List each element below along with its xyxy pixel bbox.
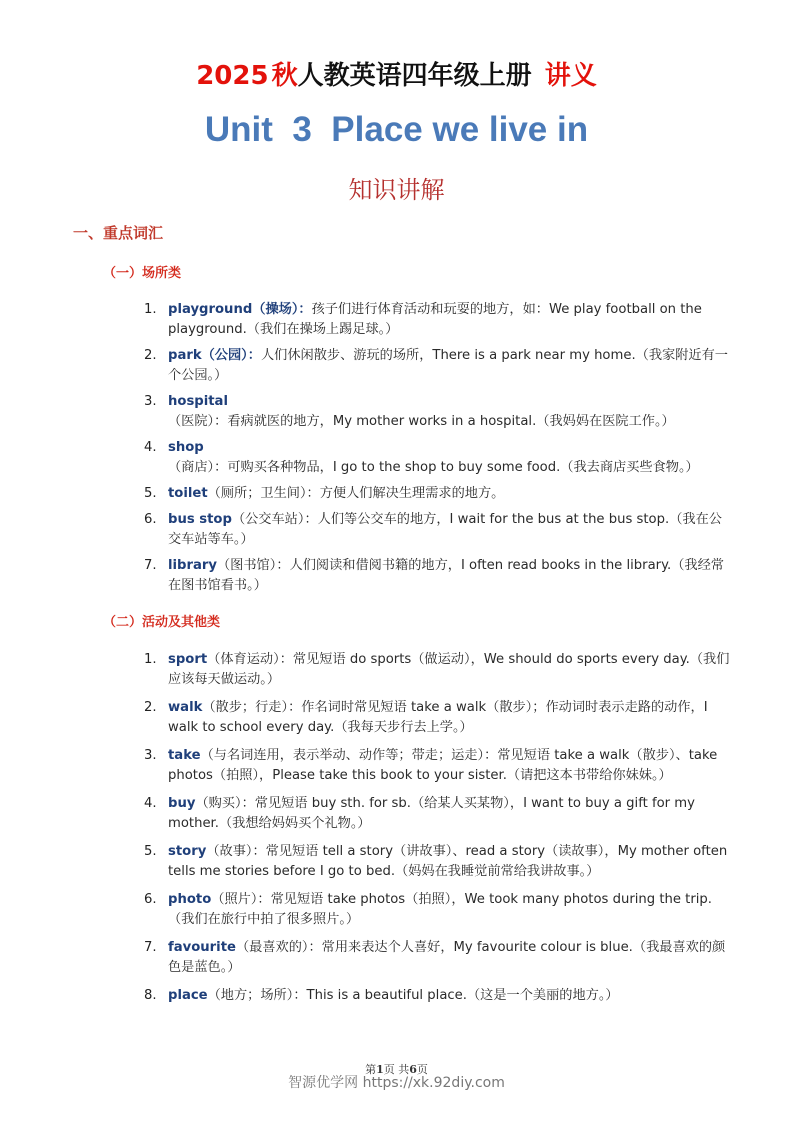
- list-item: [140, 510, 730, 550]
- list-item: [140, 842, 730, 882]
- item-number: 4.: [144, 796, 157, 811]
- item-number: 1.: [144, 302, 157, 317]
- vocab-definition: （购买）：常见短语 buy sth. for sb.（给某人买某物），I want to buy a gift for my mother.（我想给妈妈买个礼物。）: [168, 796, 695, 831]
- vocab-definition: （医院）：看病就医的地方，My mother works in a hospital.（我妈妈在医院工作。）: [168, 414, 675, 429]
- vocab-term: toilet: [168, 486, 208, 501]
- vocab-definition: （厕所；卫生间）：方便人们解决生理需求的地方。: [207, 486, 505, 501]
- vocab-definition: （地方；场所）：This is a beautiful place.（这是一个美丽的地方。）: [207, 988, 619, 1003]
- places-vocab-list: [140, 300, 730, 596]
- group-heading-places: （一）场所类: [103, 266, 182, 281]
- item-number: 2.: [144, 700, 157, 715]
- vocab-definition: （公交车站）：人们等公交车的地方，I wait for the bus at the bus stop.（我在公交车站等车。）: [168, 512, 722, 547]
- page-mid: 页 共: [383, 1063, 410, 1076]
- item-number: 6.: [144, 892, 157, 907]
- item-number: 1.: [144, 652, 157, 667]
- list-item: [140, 556, 730, 596]
- vocab-definition: （故事）：常见短语 tell a story（讲故事）、read a story（读故事），My mother often tells me stories before I go to bed.（妈妈在我睡觉前常给我讲故事。）: [168, 844, 728, 879]
- item-number: 3.: [144, 748, 157, 763]
- vocab-definition: 人们休闲散步、游玩的场所，There is a park near my home.（我家附近有一个公园。）: [168, 348, 728, 383]
- title-kind: 讲义: [544, 61, 597, 91]
- title-year: 2025: [196, 61, 269, 91]
- item-number: 8.: [144, 988, 157, 1003]
- vocab-definition: （图书馆）：人们阅读和借阅书籍的地方，I often read books in the library.（我经常在图书馆看书。）: [168, 558, 724, 593]
- vocab-term: library: [168, 558, 217, 573]
- list-item: [140, 746, 730, 786]
- vocab-definition: （商店）：可购买各种物品，I go to the shop to buy some food.（我去商店买些食物。）: [168, 460, 699, 475]
- list-item: [140, 438, 730, 478]
- unit-title: Unit 3 Place we live in: [204, 110, 589, 149]
- list-item: [140, 650, 730, 690]
- activities-vocab-list: [140, 650, 730, 1006]
- vocab-term: sport: [168, 652, 208, 667]
- item-number: 2.: [144, 348, 157, 363]
- item-number: 7.: [144, 558, 157, 573]
- list-item: [140, 300, 730, 340]
- vocab-term: take: [168, 748, 201, 763]
- item-number: 5.: [144, 486, 157, 501]
- vocab-term: story: [168, 844, 207, 859]
- list-item: [140, 938, 730, 978]
- vocab-term: bus stop: [168, 512, 232, 527]
- group-heading-activities: （二）活动及其他类: [103, 615, 221, 630]
- page-prefix: 第: [365, 1063, 377, 1076]
- item-number: 3.: [144, 394, 157, 409]
- list-item: [140, 890, 730, 930]
- vocab-definition: （体育运动）：常见短语 do sports（做运动），We should do sports every day.（我们应该每天做运动。）: [168, 652, 730, 687]
- page-total: 6: [409, 1063, 417, 1076]
- vocab-term: shop: [168, 440, 204, 455]
- title-book: 人教英语四年级上册: [297, 61, 532, 91]
- list-item: [140, 698, 730, 738]
- vocab-term: photo: [168, 892, 212, 907]
- vocab-definition: （与名词连用，表示举动、动作等；带走；运走）：常见短语 take a walk（散步）、take photos（拍照），Please take this book to your sister.（请把这本书带给你妹妹。）: [168, 748, 718, 783]
- item-number: 6.: [144, 512, 157, 527]
- document-title: [0, 55, 793, 92]
- list-item: [140, 346, 730, 386]
- site-watermark: 智源优学网 https://xk.92diy.com: [288, 1075, 505, 1091]
- list-item: [140, 484, 730, 504]
- page-current: 1: [376, 1063, 384, 1076]
- section-heading-vocabulary: 一、重点词汇: [73, 224, 164, 242]
- vocab-term: favourite: [168, 940, 236, 955]
- list-item: [140, 392, 730, 432]
- vocab-term: walk: [168, 700, 203, 715]
- list-item: [140, 794, 730, 834]
- vocab-term: buy: [168, 796, 196, 811]
- item-number: 5.: [144, 844, 157, 859]
- page-suffix: 页: [416, 1063, 428, 1076]
- vocab-definition: 孩子们进行体育活动和玩耍的地方，如：We play football on the playground.（我们在操场上踢足球。）: [168, 302, 702, 337]
- item-number: 4.: [144, 440, 157, 455]
- vocab-definition: （散步；行走）：作名词时常见短语 take a walk（散步）；作动词时表示走路的动作，I walk to school every day.（我每天步行去上学。）: [168, 700, 708, 735]
- vocab-term: playground（操场）：: [168, 302, 312, 317]
- vocab-definition: （最喜欢的）：常用来表达个人喜好，My favourite colour is blue.（我最喜欢的颜色是蓝色。）: [168, 940, 726, 975]
- title-season: 秋: [271, 61, 298, 91]
- list-item: [140, 986, 730, 1006]
- vocab-definition: （照片）：常见短语 take photos（拍照），We took many photos during the trip.（我们在旅行中拍了很多照片。）: [168, 892, 712, 927]
- vocab-term: place: [168, 988, 208, 1003]
- item-number: 7.: [144, 940, 157, 955]
- vocab-term: hospital: [168, 394, 228, 409]
- section-subtitle: 知识讲解: [348, 176, 445, 204]
- vocab-term: park（公园）：: [168, 348, 261, 363]
